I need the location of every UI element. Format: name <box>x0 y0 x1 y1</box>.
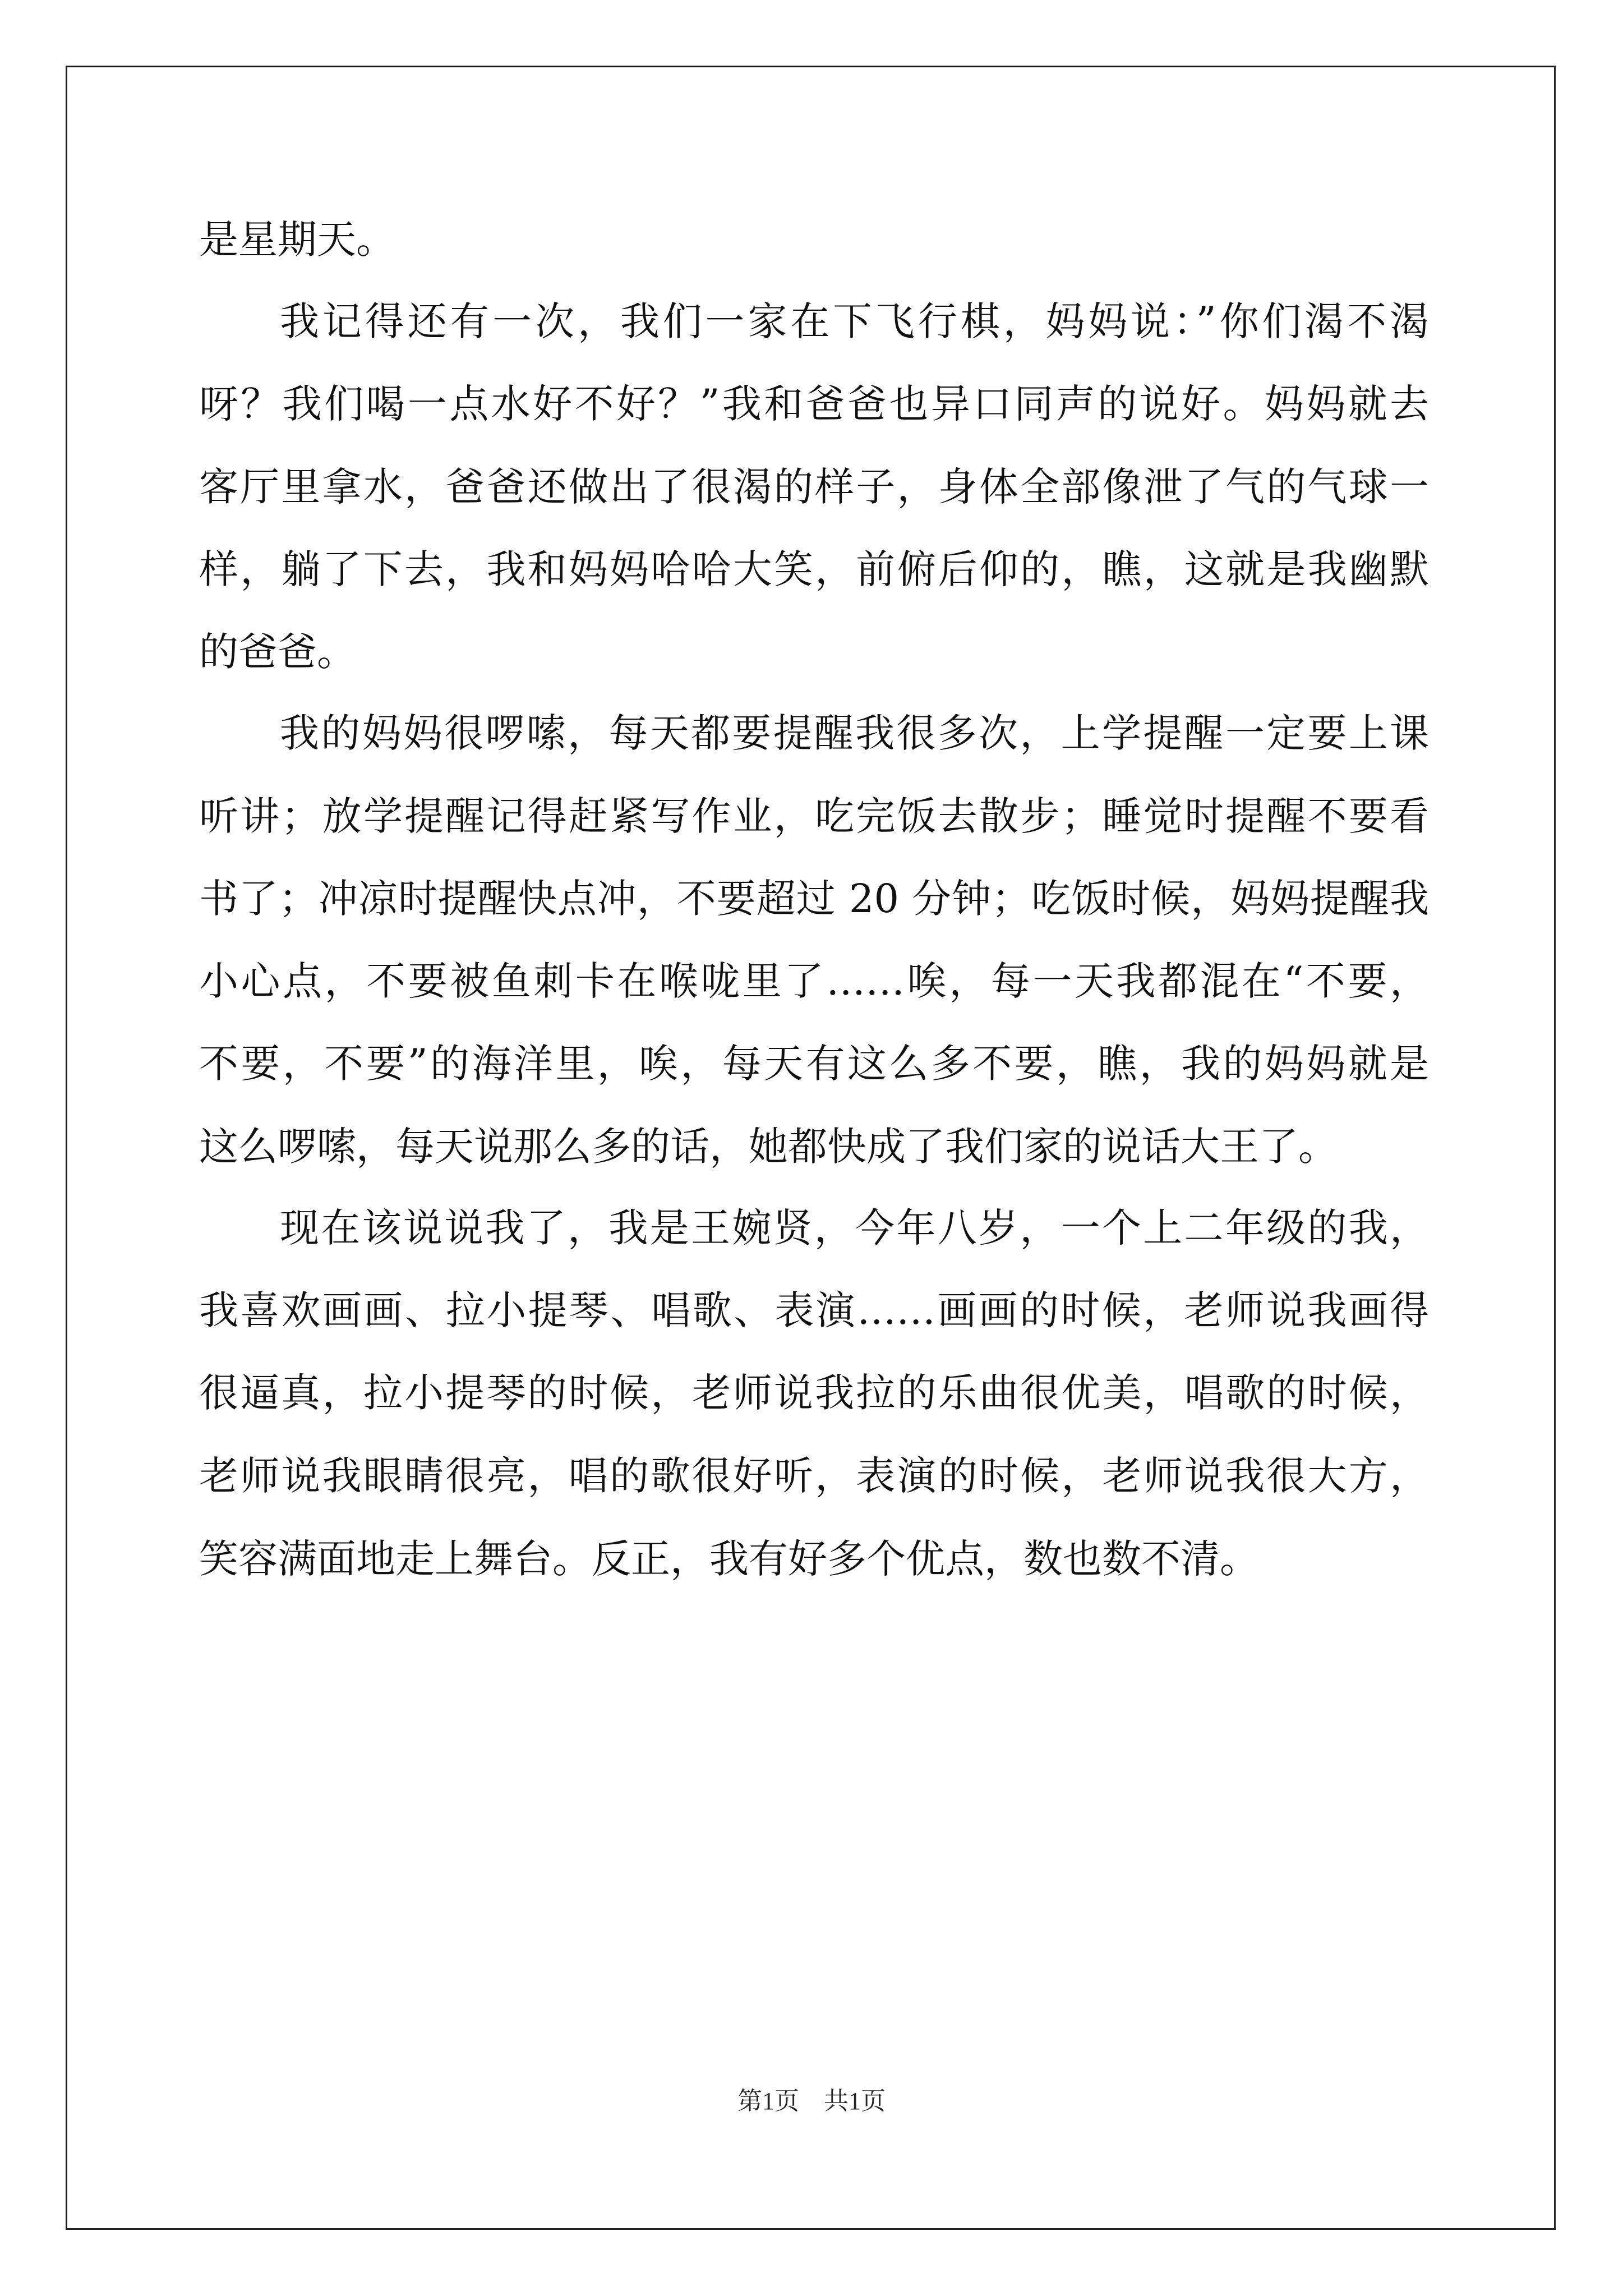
paragraph-2-line-4: 小心点，不要被鱼刺卡在喉咙里了……唉，每一天我都混在“不要， <box>199 958 1429 1004</box>
paragraph-2-line-5: 不要，不要”的海洋里，唉，每天有这么多不要，瞧，我的妈妈就是 <box>199 1041 1429 1087</box>
page-number-total: 共1页 <box>824 2087 886 2115</box>
paragraph-3-line-4: 老师说我眼睛很亮，唱的歌很好听，表演的时候，老师说我很大方， <box>199 1453 1429 1499</box>
paragraph-3-line-5: 笑容满面地走上舞台。反正，我有好多个优点，数也数不清。 <box>199 1536 1259 1582</box>
page-number-current: 第1页 <box>737 2087 799 2115</box>
paragraph-1-line-4: 样，躺了下去，我和妈妈哈哈大笑，前俯后仰的，瞧，这就是我幽默 <box>199 546 1429 592</box>
paragraph-3-line-2: 我喜欢画画、拉小提琴、唱歌、表演……画画的时候，老师说我画得 <box>199 1287 1429 1333</box>
paragraph-2-line-1: 我的妈妈很啰嗦，每天都要提醒我很多次，上学提醒一定要上课 <box>280 710 1429 756</box>
paragraph-2-line-3: 书了；冲凉时提醒快点冲，不要超过 20 分钟；吃饭时候，妈妈提醒我 <box>199 876 1429 922</box>
paragraph-2-line-6: 这么啰嗦，每天说那么多的话，她都快成了我们家的说话大王了。 <box>199 1124 1338 1170</box>
paragraph-1-line-1: 我记得还有一次，我们一家在下飞行棋，妈妈说：”你们渴不渴 <box>280 298 1429 344</box>
paragraph-1-line-3: 客厅里拿水，爸爸还做出了很渴的样子，身体全部像泄了气的气球一 <box>199 464 1429 510</box>
paragraph-3-line-1: 现在该说说我了，我是王婉贤，今年八岁，一个上二年级的我， <box>280 1205 1429 1251</box>
paragraph-2-line-2: 听讲；放学提醒记得赶紧写作业，吃完饭去散步；睡觉时提醒不要看 <box>199 793 1429 839</box>
paragraph-1-line-5: 的爸爸。 <box>199 629 356 675</box>
paragraph-1-line-2: 呀？我们喝一点水好不好？”我和爸爸也异口同声的说好。妈妈就去 <box>199 381 1429 427</box>
paragraph-3-line-3: 很逼真，拉小提琴的时候，老师说我拉的乐曲很优美，唱歌的时候， <box>199 1370 1429 1416</box>
text-line-1: 是星期天。 <box>199 217 395 263</box>
page-footer <box>0 2085 1623 2118</box>
